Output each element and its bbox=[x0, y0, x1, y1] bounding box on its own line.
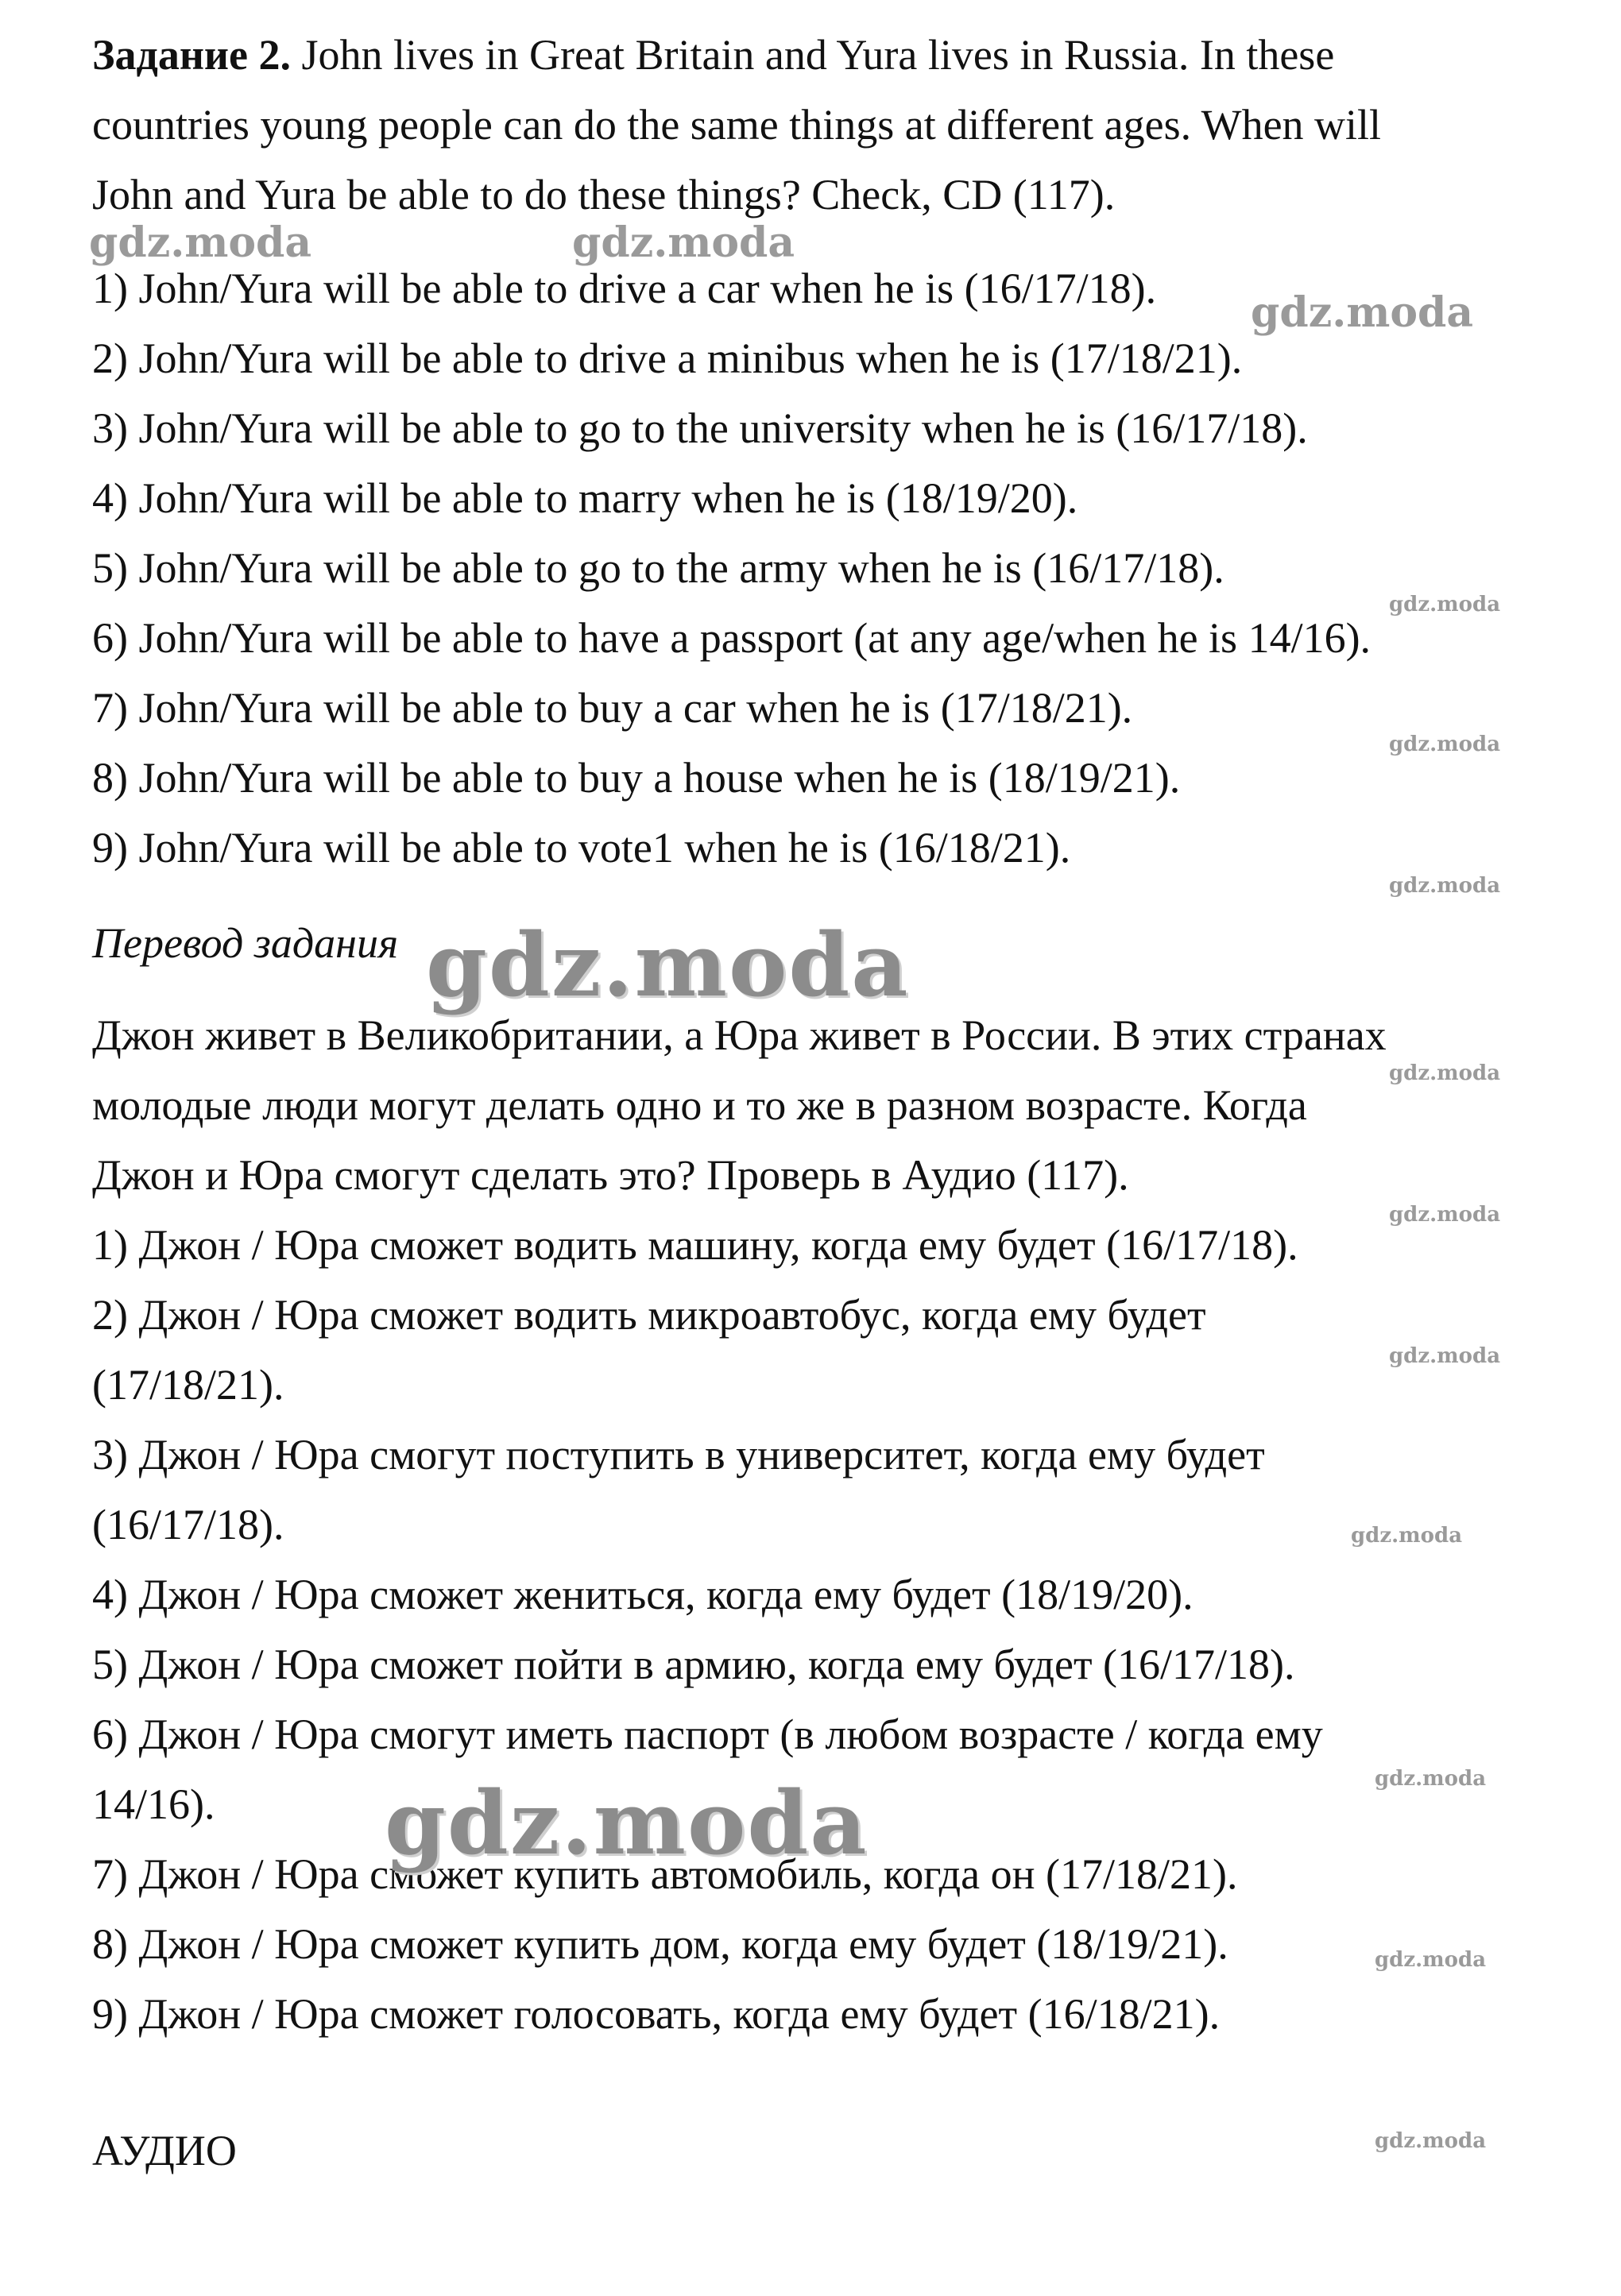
item-ru-5: 5) Джон / Юра сможет пойти в армию, когда ему будет (16/17/18). bbox=[92, 1641, 1295, 1688]
task-line-2: countries young people can do the same things at different ages. When will bbox=[92, 101, 1382, 149]
item-en-5: 5) John/Yura will be able to go to the army when he is (16/17/18). bbox=[92, 544, 1224, 592]
watermark: gdz.moda bbox=[1389, 1344, 1501, 1368]
item-ru-8: 8) Джон / Юра сможет купить дом, когда ему будет (18/19/21). bbox=[92, 1920, 1228, 1968]
item-ru-7: 7) Джон / Юра сможет купить автомобиль, когда он (17/18/21). bbox=[92, 1850, 1238, 1898]
watermark: gdz.moda bbox=[1389, 593, 1501, 617]
watermark: gdz.moda bbox=[1351, 1524, 1463, 1548]
item-ru-4: 4) Джон / Юра сможет жениться, когда ему будет (18/19/20). bbox=[92, 1571, 1194, 1618]
item-en-3: 3) John/Yura will be able to go to the university when he is (16/17/18). bbox=[92, 404, 1308, 452]
watermark: gdz.moda bbox=[1375, 1767, 1487, 1791]
watermark: gdz.moda bbox=[572, 218, 795, 267]
item-en-1: 1) John/Yura will be able to drive a car when he is (16/17/18). bbox=[92, 265, 1157, 312]
item-en-8: 8) John/Yura will be able to buy a house when he is (18/19/21). bbox=[92, 754, 1181, 802]
item-en-2: 2) John/Yura will be able to drive a minibus when he is (17/18/21). bbox=[92, 334, 1243, 382]
watermark: gdz.moda bbox=[89, 218, 312, 267]
watermark: gdz.moda bbox=[385, 1772, 869, 1874]
task-text-1: John lives in Great Britain and Yura lives in Russia. In these bbox=[301, 31, 1335, 79]
translation-intro-2: молодые люди могут делать одно и то же в разном возрасте. Когда bbox=[92, 1081, 1307, 1129]
watermark: gdz.moda bbox=[1389, 732, 1501, 756]
watermark: gdz.moda bbox=[1375, 1948, 1487, 1972]
task-label: Задание 2. bbox=[92, 31, 292, 79]
item-en-6: 6) John/Yura will be able to have a passport (at any age/when he is 14/16). bbox=[92, 614, 1371, 662]
item-en-7: 7) John/Yura will be able to buy a car when he is (17/18/21). bbox=[92, 684, 1133, 732]
item-ru-6: 6) Джон / Юра смогут иметь паспорт (в любом возрасте / когда ему bbox=[92, 1710, 1323, 1758]
translation-heading: Перевод задания bbox=[92, 919, 399, 967]
item-en-9: 9) John/Yura will be able to vote1 when he is (16/18/21). bbox=[92, 824, 1071, 872]
item-en-4: 4) John/Yura will be able to marry when he is (18/19/20). bbox=[92, 474, 1078, 522]
item-ru-1: 1) Джон / Юра сможет водить машину, когда ему будет (16/17/18). bbox=[92, 1221, 1298, 1269]
watermark: gdz.moda bbox=[1389, 874, 1501, 898]
item-ru-2-cont: (17/18/21). bbox=[92, 1361, 284, 1409]
watermark: gdz.moda bbox=[1389, 1203, 1501, 1227]
item-ru-2: 2) Джон / Юра сможет водить микроавтобус, когда ему будет bbox=[92, 1291, 1206, 1339]
item-ru-3-cont: (16/17/18). bbox=[92, 1501, 284, 1548]
audio-label: АУДИО bbox=[92, 2127, 237, 2174]
translation-intro-1: Джон живет в Великобритании, а Юра живет в России. В этих странах bbox=[92, 1011, 1387, 1059]
task-line-1 bbox=[92, 31, 1335, 79]
item-ru-9: 9) Джон / Юра сможет голосовать, когда ему будет (16/18/21). bbox=[92, 1990, 1221, 2038]
item-ru-3: 3) Джон / Юра смогут поступить в университет, когда ему будет bbox=[92, 1431, 1265, 1478]
watermark: gdz.moda bbox=[1251, 288, 1474, 337]
watermark: gdz.moda bbox=[1375, 2129, 1487, 2153]
translation-intro-3: Джон и Юра смогут сделать это? Проверь в Аудио (117). bbox=[92, 1151, 1129, 1199]
task-line-3: John and Yura be able to do these things? Check, CD (117). bbox=[92, 171, 1116, 218]
watermark: gdz.moda bbox=[1389, 1061, 1501, 1085]
item-ru-6-cont: 14/16). bbox=[92, 1780, 215, 1828]
watermark: gdz.moda bbox=[426, 914, 910, 1016]
